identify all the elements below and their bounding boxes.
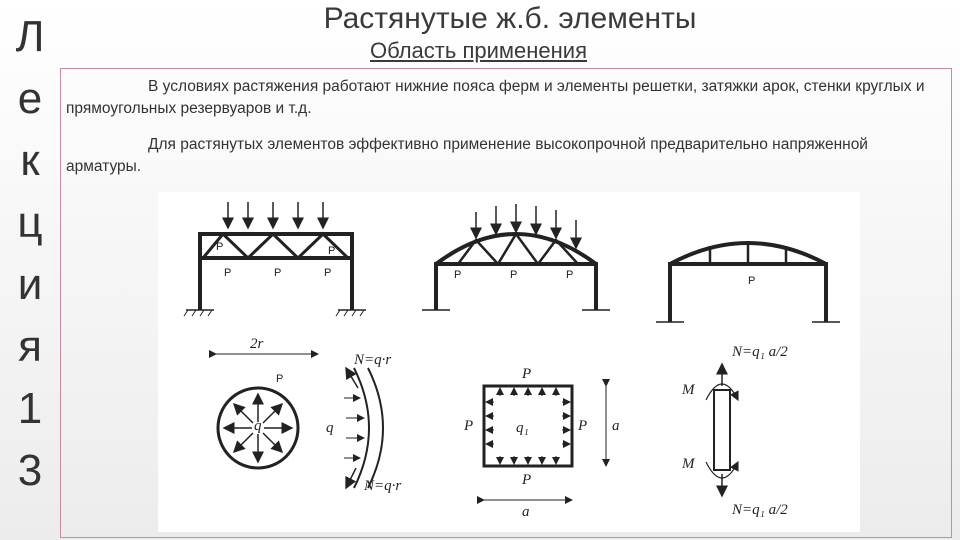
- ring-segment: [344, 368, 383, 488]
- sidebar-letter: 1: [17, 384, 43, 433]
- sidebar-letter: 3: [17, 446, 43, 495]
- label-p: P: [748, 275, 756, 287]
- wall-strip: [706, 364, 738, 496]
- page-subtitle: Область применения: [370, 38, 587, 63]
- label-p: P: [216, 241, 224, 253]
- label-q: q: [326, 420, 334, 436]
- truss-frame: [184, 202, 366, 316]
- paragraph-prestressed: [66, 134, 946, 178]
- label-a: a: [522, 504, 530, 520]
- label-q: q: [254, 418, 262, 434]
- label-p: P: [324, 267, 332, 279]
- sidebar-letter: ц: [17, 198, 43, 247]
- label-a: a: [612, 418, 620, 434]
- label-m: M: [682, 382, 695, 398]
- label-p: P: [578, 418, 588, 434]
- label-p: P: [328, 245, 336, 257]
- sidebar-letter: я: [18, 322, 42, 371]
- sidebar-letter: к: [20, 136, 40, 185]
- label-n-qr: N=q·r: [364, 478, 402, 494]
- label-2r: 2r: [250, 336, 264, 352]
- rectangular-section: [484, 386, 606, 500]
- label-n-qr: N=q·r: [354, 352, 392, 368]
- paragraph-text: В условиях растяжения работают нижние пояса ферм и элементы решетки, затяжки арок, стенки круглых и прямоугольных резервуаров и т.д.: [66, 78, 925, 117]
- sidebar-letter: Л: [15, 12, 45, 61]
- label-q1: q₁: [516, 420, 529, 436]
- label-n-q1a2: N=q₁ a/2: [732, 502, 788, 518]
- label-p: P: [522, 366, 532, 382]
- label-p: P: [224, 267, 232, 279]
- label-n-q1a2: N=q₁ a/2: [732, 344, 788, 360]
- label-p: P: [276, 373, 284, 385]
- circular-section: [216, 354, 318, 468]
- tension-elements-figure: [158, 192, 860, 532]
- figure-svg: [158, 192, 860, 532]
- paragraph-tension-elements: [66, 76, 946, 120]
- label-p: P: [454, 269, 462, 281]
- page-title: Растянутые ж.б. элементы: [323, 2, 697, 35]
- sidebar-letter: е: [17, 74, 43, 123]
- label-m: M: [682, 456, 695, 472]
- label-p: P: [274, 267, 282, 279]
- arch-truss-frame: [422, 204, 610, 310]
- paragraph-text: Для растянутых элементов эффективно применение высокопрочной предварительно напряженной арматуры.: [66, 136, 868, 175]
- label-p: P: [522, 472, 532, 488]
- label-p: P: [510, 269, 518, 281]
- sidebar-letter: и: [17, 260, 43, 309]
- label-p: P: [566, 269, 574, 281]
- label-p: P: [464, 418, 474, 434]
- lecture-number-vertical: [8, 0, 52, 502]
